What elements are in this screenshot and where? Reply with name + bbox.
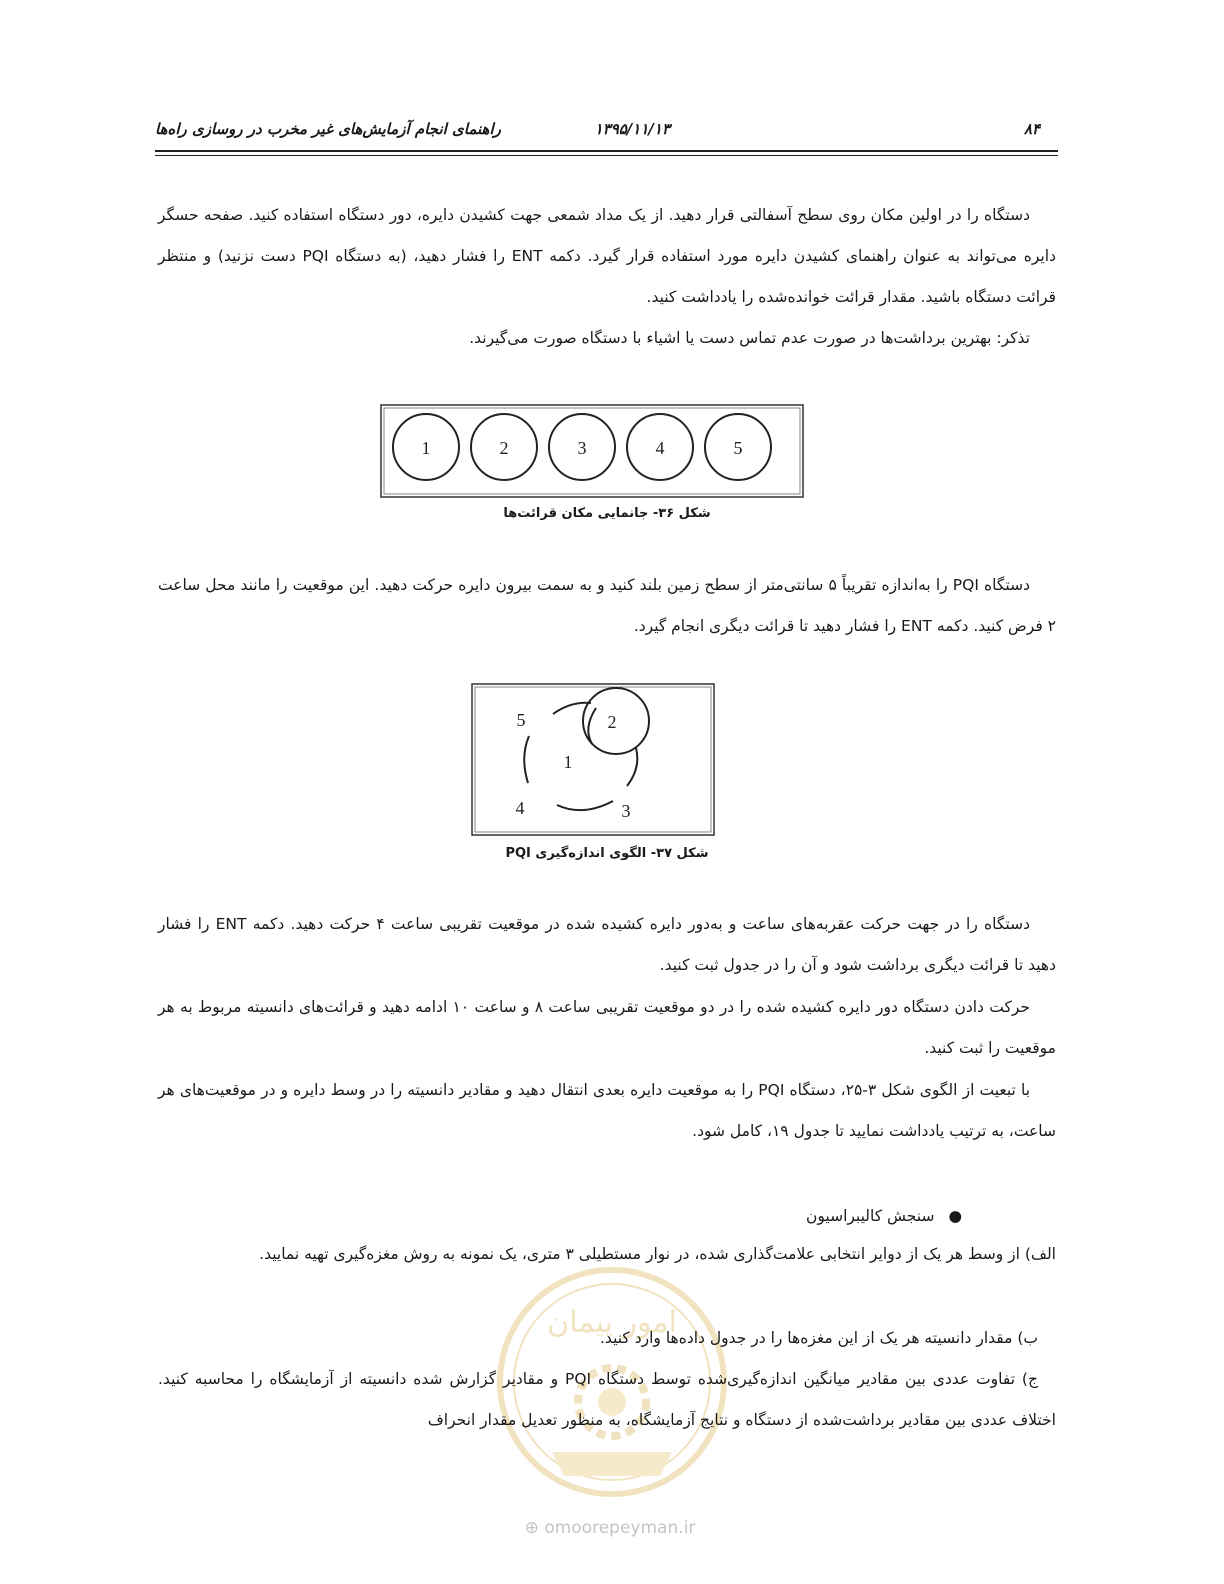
bullet-dot: ●: [948, 1207, 962, 1225]
item-be: ب) مقدار دانسیته هر یک از این مغزه‌ها را در جدول داده‌ها وارد کنید.: [600, 1329, 1038, 1347]
paragraph-3: دستگاه PQI را به‌اندازه تقریباً ۵ سانتی‌متر از سطح زمین بلند کنید و به سمت بیرون دایره حرکت دهید. این موقعیت را مانند محل ساعت ۲ فرض کنید. دکمه ENT را فشار دهید تا قرائت دیگری انجام گیرد.: [158, 576, 1056, 635]
figure-37-caption: شکل ۳۷- الگوی اندازه‌گیری PQI: [505, 846, 709, 861]
running-header: [155, 118, 1058, 144]
bullet-item: [806, 1207, 962, 1225]
item-jim: ج) تفاوت عددی بین مقادیر میانگین اندازه‌گیری‌شده توسط دستگاه PQI و مقادیر گزارش شده دانسیته از آزمایشگاه را محاسبه کنید. اختلاف عددی بین مقادیر برداشت‌شده از دستگاه و نتایج آزمایشگاه، به منظور تعدیل مقدار انحراف: [158, 1370, 1056, 1429]
pattern-label-5: 5: [516, 710, 526, 730]
circle-label-4: 4: [655, 438, 665, 458]
watermark-url: [500, 1518, 720, 1538]
arc-left: [524, 736, 529, 783]
pattern-label-3: 3: [621, 801, 631, 821]
circle-label-3: 3: [577, 438, 587, 458]
pattern-label-2: 2: [607, 712, 617, 732]
note-paragraph: تذکر: بهترین برداشت‌ها در صورت عدم تماس دست یا اشیاء با دستگاه صورت می‌گیرند.: [469, 329, 1030, 347]
pattern-label-1: 1: [563, 752, 573, 772]
figure-36-diagram: [380, 404, 804, 498]
header-date: ۱۳۹۵/۱۱/۱۳: [594, 120, 670, 138]
paragraph-5: حرکت دادن دستگاه دور دایره کشیده شده را در دو موقعیت تقریبی ساعت ۸ و ساعت ۱۰ ادامه دهید و قرائت‌های دانسیته مربوط به هر موقعیت را ثبت کنید.: [158, 998, 1056, 1057]
watermark-url-text: omoorepeyman.ir: [544, 1518, 696, 1538]
arc-top-inner: [588, 708, 596, 744]
paragraph-1: دستگاه را در اولین مکان روی سطح آسفالتی قرار دهید. از یک مداد شمعی جهت کشیدن دایره، دور دستگاه استفاده کنید. صفحه حسگر دایره می‌تواند به عنوان راهنمای کشیدن دایره مورد استفاده قرار گیرد. دکمه ENT را فشار دهید، (به دستگاه PQI دست نزنید) و منتظر قرائت دستگاه باشید. مقدار قرائت خوانده‌شده را یادداشت کنید.: [158, 206, 1056, 306]
arc-bottom: [557, 801, 613, 810]
figure-37-inner-frame: [475, 687, 711, 832]
watermark-globe-icon: ⊕: [524, 1518, 539, 1538]
page-number: ۸۴: [1023, 120, 1040, 138]
figure-37-frame: [472, 684, 714, 835]
item-alef: الف) از وسط هر یک از دوایر انتخابی علامت‌گذاری شده، در نوار مستطیلی ۳ متری، یک نمونه به روش مغزه‌گیری تهیه نمایید.: [259, 1245, 1056, 1263]
circle-label-5: 5: [733, 438, 743, 458]
watermark-logo-text: امور پیمان: [547, 1305, 677, 1340]
figure-37-diagram: [471, 683, 715, 836]
header-rule-thin: [155, 155, 1058, 156]
circle-label-1: 1: [421, 438, 431, 458]
circle-label-2: 2: [499, 438, 509, 458]
arc-right: [627, 748, 637, 786]
header-rule-thick: [155, 150, 1058, 152]
figure-36: [380, 404, 804, 498]
paragraph-6: با تبعیت از الگوی شکل ۳-۲۵، دستگاه PQI را به موقعیت دایره بعدی انتقال دهید و مقادیر دانسیته را در وسط دایره و در موقعیت‌های هر ساعت، به ترتیب یادداشت نمایید تا جدول ۱۹، کامل شود.: [158, 1081, 1056, 1140]
figure-37: [471, 683, 715, 836]
figure-36-caption: شکل ۳۶- جانمایی مکان قرائت‌ها: [503, 506, 711, 521]
header-title: راهنمای انجام آزمایش‌های غیر مخرب در روسازی راه‌ها: [155, 120, 501, 138]
bullet-text: سنجش کالیبراسیون: [806, 1207, 935, 1225]
paragraph-4: دستگاه را در جهت حرکت عقربه‌های ساعت و به‌دور دایره کشیده شده در موقعیت تقریبی ساعت ۴ حرکت دهید. دکمه ENT را فشار دهید تا قرائت دیگری برداشت شود و آن را در جدول ثبت کنید.: [158, 915, 1056, 974]
pattern-label-4: 4: [515, 798, 525, 818]
